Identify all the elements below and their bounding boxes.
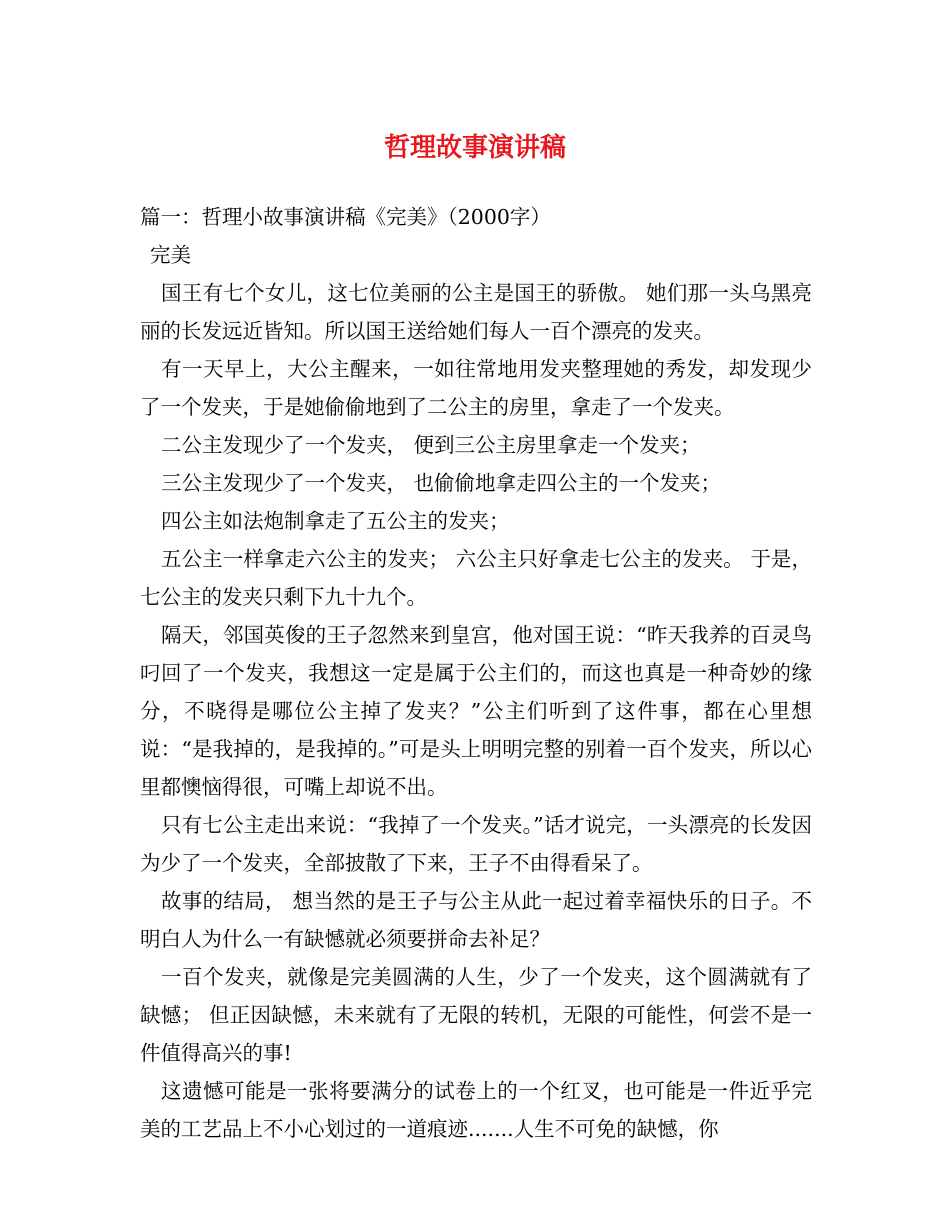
paragraph: 一百个发夹，就像是完美圆满的人生，少了一个发夹，这个圆满就有了缺憾； 但正因缺憾，未来就有了无限的转机，无限的可能性，何尝不是一件值得高兴的事! (140, 965, 812, 1065)
paragraph: 这遗憾可能是一张将要满分的试卷上的一个红叉，也可能是一件近乎完美的工艺品上不小心划过的一道痕迹.......人生不可免的缺憾，你 (140, 1079, 812, 1141)
paragraph: 只有七公主走出来说：“我掉了一个发夹。”话才说完，一头漂亮的长发因为少了一个发夹，全部披散了下来，王子不由得看呆了。 (140, 813, 812, 875)
paragraph: 有一天早上，大公主醒来，一如往常地用发夹整理她的秀发，却发现少了一个发夹，于是她偷偷地到了二公主的房里，拿走了一个发夹。 (140, 357, 812, 419)
document-body (140, 198, 812, 1148)
paragraph: 四公主如法炮制拿走了五公主的发夹； (161, 509, 510, 533)
paragraph: 五公主一样拿走六公主的发夹； 六公主只好拿走七公主的发夹。 于是，七公主的发夹只剩下九十九个。 (140, 547, 812, 609)
paragraph: 国王有七个女儿，这七位美丽的公主是国王的骄傲。 她们那一头乌黑亮丽的长发远近皆知。所以国王送给她们每人一百个漂亮的发夹。 (140, 281, 812, 343)
section-heading: 篇一：哲理小故事演讲稿《完美》（2000字） (140, 205, 551, 229)
paragraph: 故事的结局， 想当然的是王子与公主从此一起过着幸福快乐的日子。不明白人为什么一有缺憾就必须要拼命去补足？ (140, 889, 812, 951)
story-title: 完美 (150, 243, 191, 267)
paragraph: 二公主发现少了一个发夹， 便到三公主房里拿走一个发夹； (161, 433, 701, 457)
paragraph: 三公主发现少了一个发夹， 也偷偷地拿走四公主的一个发夹； (161, 471, 722, 495)
paragraph: 隔天，邻国英俊的王子忽然来到皇宫，他对国王说：“昨天我养的百灵鸟叼回了一个发夹，我想这一定是属于公主们的，而这也真是一种奇妙的缘分，不晓得是哪位公主掉了发夹？”公主们听到了这件事，都在心里想说：“是我掉的，是我掉的。”可是头上明明完整的别着一百个发夹，所以心里都懊恼得很，可嘴上却说不出。 (140, 623, 812, 799)
document-title: 哲理故事演讲稿 (383, 133, 566, 163)
